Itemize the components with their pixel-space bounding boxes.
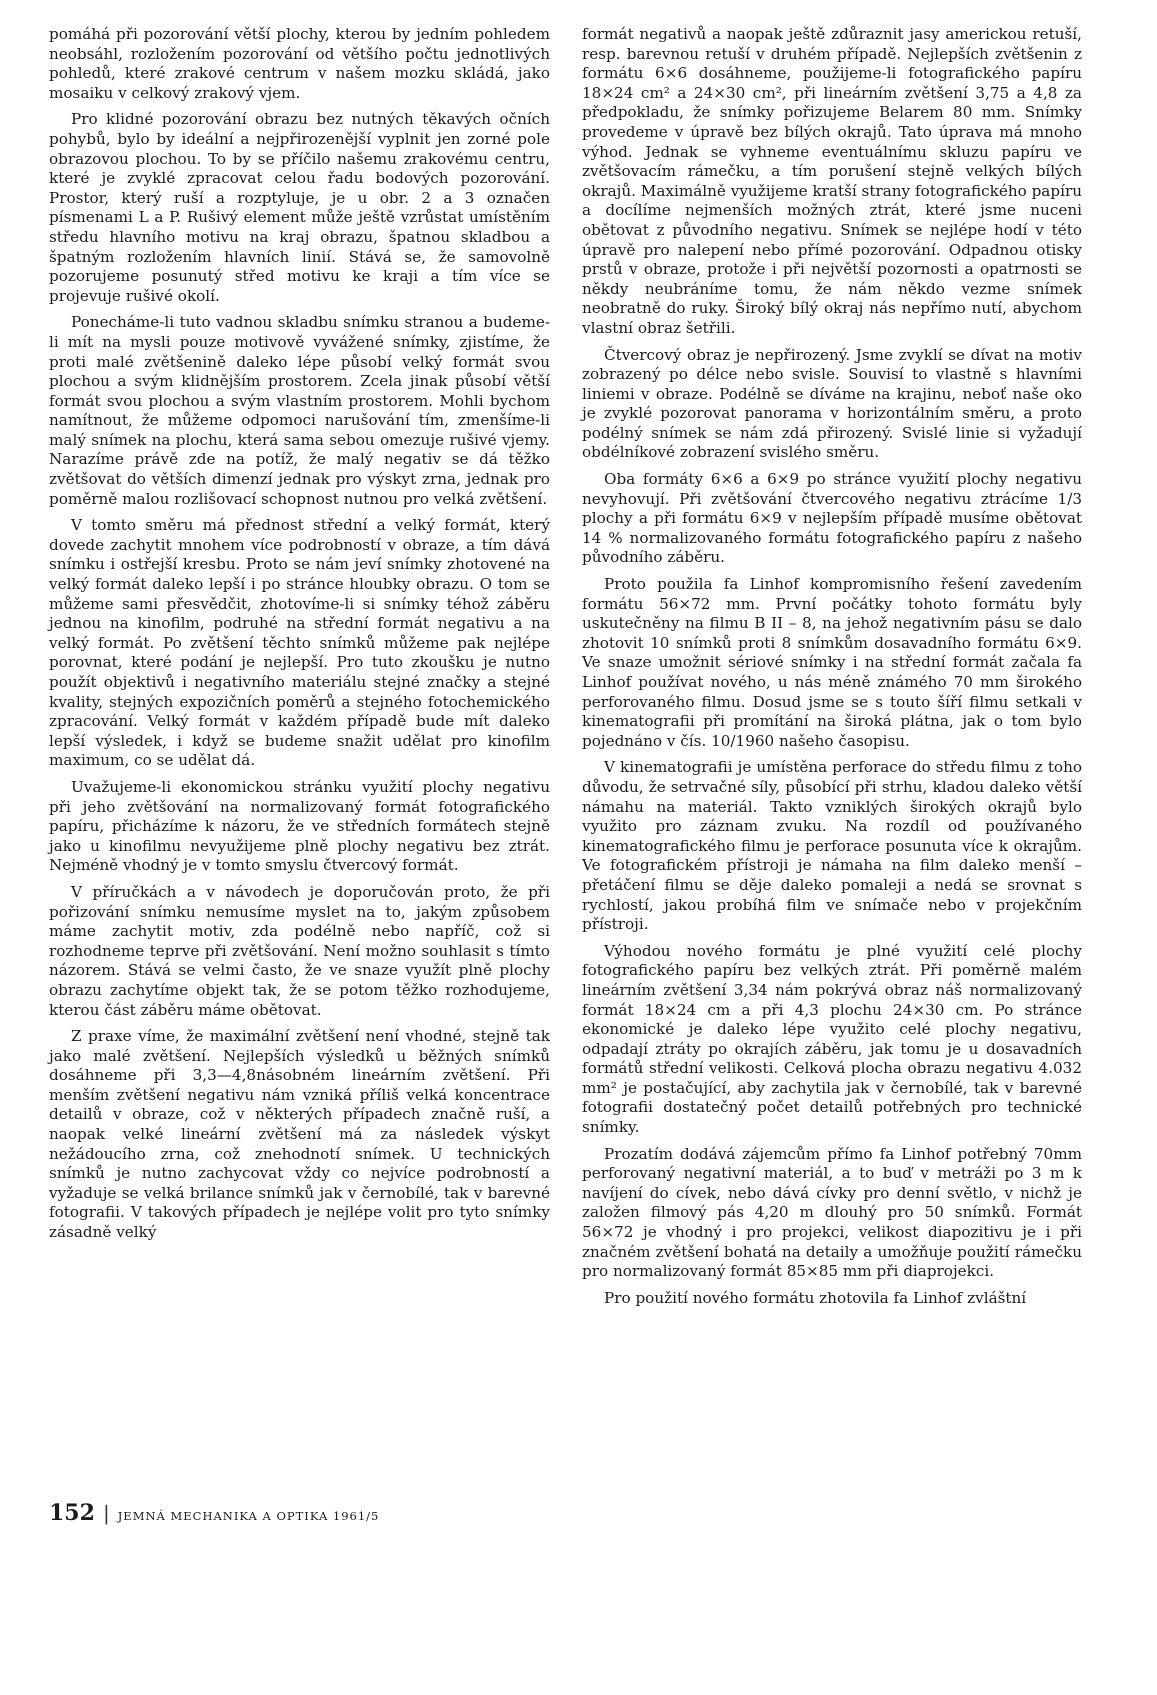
paragraph: Z praxe víme, že maximální zvětšení není vhodné, stejně tak jako malé zvětšení. Nejlepších výsledků u běžných snímků dosáhneme při 3,3—4,8násobném lineárním zvětšení. Při menším zvětšení negativu nám vzniká příliš velká koncentrace detailů v obraze, což v některých případech značně ruší, a naopak velké lineární zvětšení má za následek výskyt nežádoucího zrna, což znehodnotí snímek. U technických snímků je nutno zachycovat vždy co nejvíce podrobností a vyžaduje se velká brilance snímků jak v černobílé, tak v barevné fotografii. V takových případech je nejlépe volit pro tyto snímky zásadně velký <box>49 1027 550 1242</box>
paragraph: Ponecháme-li tuto vadnou skladbu snímku stranou a budeme-li mít na mysli pouze motivově vyvážené snímky, zjistíme, že proti malé zvětšenině daleko lépe působí velký formát svou plochou a svým klidnějším prostorem. Zcela jinak působí větší formát svou plochou a svým vlastním prostorem. Mohli bychom namítnout, že můžeme odpomoci narušování tím, zmenšíme-li malý snímek na plochu, která sama sebou omezuje rušivé vjemy. Narazíme právě zde na potíž, že malý negativ se dá těžko zvětšovat do větších dimenzí jednak pro výskyt zrna, jednak pro poměrně malou rozlišovací schopnost nutnou pro velká zvětšení. <box>49 313 550 508</box>
paragraph: Výhodou nového formátu je plné využití celé plochy fotografického papíru bez velkých ztrát. Při poměrně malém lineárním zvětšení 3,34 nám pokrývá obraz náš normalizovaný formát 18×24 cm a při 4,3 plochu 24×30 cm. Po stránce ekonomické je daleko lépe využito celé plochy negativu, odpadají ztráty po okrajích záběru, jak tomu je u dosavadních formátů střední velikosti. Celková plocha obrazu negativu 4.032 mm² je postačující, aby zachytila jak v černobílé, tak v barevné fotografii dostatečný počet detailů potřebných pro technické snímky. <box>582 941 1082 1137</box>
paragraph: Oba formáty 6×6 a 6×9 po stránce využití plochy negativu nevyhovují. Při zvětšování čtvercového negativu ztrácíme 1/3 plochy a při formátu 6×9 v nejlepším případě musíme obětovat 14 % normalizovaného formátu fotografického papíru z našeho původního záběru. <box>582 470 1082 567</box>
paragraph: V příručkách a v návodech je doporučován proto, že při pořizování snímku nemusíme myslet na to, jakým způsobem máme zachytit motiv, zda podélně nebo napříč, což si rozhodneme teprve při zvětšování. Není možno souhlasit s tímto názorem. Stává se velmi často, že ve snaze využít plně plochy obrazu zachytíme objekt tak, že se potom těžko rozhodujeme, kterou část záběru máme obětovat. <box>49 882 550 1019</box>
paragraph: Pro použití nového formátu zhotovila fa Linhof zvláštní <box>604 1288 1027 1307</box>
page-footer <box>49 1500 379 1526</box>
paragraph: Proto použila fa Linhof kompromisního řešení zavedením formátu 56×72 mm. První počátky tohoto formátu byly uskutečněny na filmu B II – 8, na jehož negativním pásu se dalo zhotovit 10 snímků proti 8 snímkům dosavadního formátu 6×9. Ve snaze umožnit sériové snímky i na střední formát začala fa Linhof používat nového, u nás méně známého 70 mm širokého perforovaného filmu. Dosud jsme se s touto šíří filmu setkali v kinematografii při promítání na široká plátna, jak o tom bylo pojednáno v čís. 10/1960 našeho časopisu. <box>582 575 1082 750</box>
paragraph: V tomto směru má přednost střední a velký formát, který dovede zachytit mnohem více podrobností v obraze, a tím dává snímku i ostřejší kresbu. Proto se nám jeví snímky zhotovené na velký formát daleko lepší i po stránce hloubky obrazu. O tom se můžeme sami přesvědčit, zhotovíme-li si snímky téhož záběru jednou na kinofilm, podruhé na střední formát negativu a na velký formát. Po zvětšení těchto snímků můžeme pak nejlépe porovnat, které podání je nejlepší. Pro tuto zkoušku je nutno použít objektivů i negativního materiálu stejné značky a stejné kvality, stejných expozičních poměrů a stejného fotochemického zpracování. Velký formát v každém případě bude mít daleko lepší výsledek, i když se budeme snažit udělat pro kinofilm maximum, co se udělat dá. <box>49 516 550 770</box>
left-text-column <box>49 25 550 1250</box>
footer-separator: | <box>102 1501 110 1525</box>
page-number: 152 <box>49 1500 95 1526</box>
journal-name: JEMNÁ MECHANIKA A OPTIKA 1961/5 <box>117 1509 380 1523</box>
right-text-column <box>582 25 1082 1315</box>
paragraph: Čtvercový obraz je nepřirozený. Jsme zvyklí se dívat na motiv zobrazený po délce nebo svisle. Souvisí to vlastně s hlavními liniemi v obraze. Podélně se díváme na krajinu, neboť naše oko je zvyklé pozorovat panorama v horizontálním směru, a proto podélný snímek se nám zdá přirozený. Svislé linie si vyžadují obdélníkové zobrazení svislého směru. <box>582 345 1082 462</box>
paragraph: Pro klidné pozorování obrazu bez nutných těkavých očních pohybů, bylo by ideální a nejpřirozenější vyplnit jen zorné pole obrazovou plochou. To by se příčilo našemu zrakovému centru, které je zvyklé zpracovat celou řadu bodových pozorování. Prostor, který ruší a rozptyluje, je u obr. 2 a 3 označen písmenami L a P. Rušivý element může ještě vzrůstat umístěním středu hlavního motivu na kraj obrazu, špatnou skladbou a špatným rozložením hlavních linií. Stává se, že samovolně pozorujeme posunutý střed motivu ke kraji a tím více se projevuje rušivé okolí. <box>49 110 550 305</box>
paragraph: V kinematografii je umístěna perforace do středu filmu z toho důvodu, že setrvačné síly, působící při strhu, kladou daleko větší námahu na materiál. Takto vzniklých širokých okrajů bylo využito pro záznam zvuku. Na rozdíl od používaného kinematografického filmu je perforace posunuta více k okrajům. Ve fotografickém přístroji je námaha na film daleko menší – přetáčení filmu se děje daleko pomaleji a nedá se srovnat s rychlostí, jakou probíhá film ve snímače nebo v projekčním přístroji. <box>582 758 1082 934</box>
paragraph: formát negativů a naopak ještě zdůraznit jasy americkou retuší, resp. barevnou retuší v druhém případě. Nejlepších zvětšenin z formátu 6×6 dosáhneme, použijeme-li fotografického papíru 18×24 cm² a 24×30 cm², při lineárním zvětšení 3,75 a 4,8 za předpokladu, že snímky pořizujeme Belarem 80 mm. Snímky provedeme v úpravě bez bílých okrajů. Tato úprava má mnoho výhod. Jednak se vyhneme eventuálnímu skluzu papíru ve zvětšovacím rámečku, a tím porušení stejně velkých bílých okrajů. Maximálně využijeme kratší strany fotografického papíru a docílíme nejmenších možných ztrát, které jsme nuceni obětovat z původního negativu. Snímek se nejlépe hodí v této úpravě pro nalepení nebo přímé pozorování. Odpadnou otisky prstů v obraze, protože i při největší pozornosti a opatrnosti se někdy neubráníme tomu, že nám někdo vezme snímek neobratně do ruky. Široký bílý okraj nás nepřímo nutí, abychom vlastní obraz šetřili. <box>582 25 1082 337</box>
paragraph: Uvažujeme-li ekonomickou stránku využití plochy negativu při jeho zvětšování na normalizovaný formát fotografického papíru, přicházíme k názoru, že ve středních formátech stejně jako u kinofilmu nevyužijeme plně plochy negativu bez ztrát. Nejméně vhodný je v tomto smyslu čtvercový formát. <box>49 777 550 875</box>
paragraph: Prozatím dodává zájemcům přímo fa Linhof potřebný 70mm perforovaný negativní materiál, a to buď v metráži po 3 m k navíjení do cívek, nebo dává cívky pro denní světlo, v nichž je založen filmový pás 4,20 m dlouhý pro 50 snímků. Formát 56×72 je vhodný i pro projekci, velikost diapozitivu je i při značném zvětšení bohatá na detaily a umožňuje použití rámečku pro normalizovaný formát 85×85 mm při diaprojekci. <box>582 1144 1082 1281</box>
paragraph: pomáhá při pozorování větší plochy, kterou by jedním pohledem neobsáhl, rozložením pozorování od většího počtu jednotlivých pohledů, které zrakové centrum v našem mozku skládá, jako mosaiku v celkový zrakový vjem. <box>49 25 550 102</box>
